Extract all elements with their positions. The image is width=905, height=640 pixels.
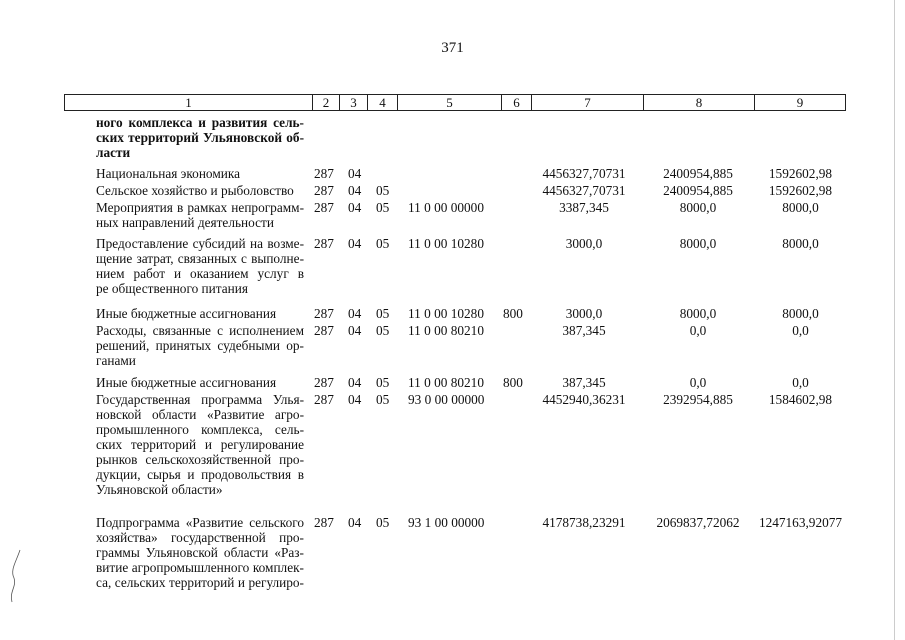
row-name [96, 323, 304, 368]
row-name [96, 183, 304, 198]
cell-c3: 04 [348, 392, 362, 407]
cell-c2: 287 [314, 375, 334, 390]
handwritten-mark [6, 548, 26, 604]
table-header [64, 94, 846, 111]
cell-c4: 05 [376, 200, 390, 215]
cell-c7: 387,345 [562, 323, 606, 338]
cell-c9: 1592602,98 [768, 183, 833, 198]
row-name-line: Национальная экономика [96, 166, 241, 181]
header-col-3: 3 [340, 95, 368, 110]
cell-c9: 1247163,92077 [758, 515, 843, 530]
row-name [96, 166, 304, 181]
cell-c3: 04 [348, 183, 362, 198]
row-name-line: промышленного комплекса, сель- [96, 422, 304, 437]
row-name-line: са, сельских территорий и регулиро- [96, 575, 304, 590]
row-name-line: Подпрограмма «Развитие сельского [96, 515, 304, 530]
cell-c3: 04 [348, 306, 362, 321]
row-name [96, 236, 304, 296]
row-name-line: ного комплекса и развития сель- [96, 115, 304, 130]
row-name-line: ганами [96, 353, 136, 368]
cell-c8: 0,0 [689, 323, 707, 338]
cell-c8: 2069837,72062 [656, 515, 740, 530]
row-name-line: Иные бюджетные ассигнования [96, 375, 277, 390]
cell-c5: 11 0 00 80210 [408, 375, 484, 390]
cell-c2: 287 [314, 200, 334, 215]
cell-c3: 04 [348, 323, 362, 338]
cell-c8: 2392954,885 [663, 392, 733, 407]
cell-c7: 3000,0 [565, 236, 603, 251]
row-name-line: дукции, сырья и продовольствия в [96, 467, 304, 482]
row-name [96, 115, 304, 160]
cell-c3: 04 [348, 515, 362, 530]
row-name-line: решений, принятых судебными ор- [96, 338, 304, 353]
header-col-9: 9 [796, 95, 804, 110]
cell-c9: 1584602,98 [768, 392, 833, 407]
cell-c4: 05 [376, 392, 390, 407]
cell-c2: 287 [314, 166, 334, 181]
cell-c8: 8000,0 [679, 200, 717, 215]
cell-c9: 8000,0 [782, 306, 819, 321]
cell-c5: 93 0 00 00000 [408, 392, 485, 407]
page-number: 371 [441, 40, 464, 56]
row-name [96, 515, 304, 590]
cell-c9: 0,0 [792, 375, 809, 390]
cell-c9: 8000,0 [782, 200, 819, 215]
header-col-1: 1 [65, 95, 313, 110]
row-name [96, 375, 304, 390]
row-name-line: граммы Ульяновской области «Раз- [96, 545, 304, 560]
row-name-line: Расходы, связанные с исполнением [96, 323, 304, 338]
row-name-line: ских территорий и регулирование [96, 437, 304, 452]
header-col-2: 2 [313, 95, 340, 110]
cell-c2: 287 [314, 515, 334, 530]
cell-c7: 3387,345 [559, 200, 609, 215]
cell-c9: 8000,0 [782, 236, 819, 251]
cell-c7: 4178738,23291 [542, 515, 626, 530]
row-name-line: хозяйства» государственной про- [96, 530, 304, 545]
cell-c3: 04 [348, 236, 362, 251]
cell-c5: 11 0 00 80210 [408, 323, 484, 338]
cell-c9: 1592602,98 [768, 166, 833, 181]
cell-c3: 04 [348, 375, 362, 390]
cell-c4: 05 [376, 515, 390, 530]
cell-c8: 0,0 [689, 375, 707, 390]
cell-c5: 11 0 00 10280 [408, 236, 484, 251]
cell-c5: 11 0 00 10280 [408, 306, 484, 321]
cell-c7: 4452940,36231 [542, 392, 626, 407]
row-name-line: нием работ и оказанием услуг в [96, 266, 304, 281]
cell-c8: 8000,0 [679, 236, 717, 251]
cell-c4: 05 [376, 375, 390, 390]
cell-c7: 3000,0 [565, 306, 603, 321]
row-name-line: Сельское хозяйство и рыболовство [96, 183, 294, 198]
row-name-line: Мероприятия в рамках непрограмм- [96, 200, 304, 215]
cell-c3: 04 [348, 166, 362, 181]
row-name-line: ласти [96, 145, 131, 160]
cell-c2: 287 [314, 183, 334, 198]
cell-c2: 287 [314, 323, 334, 338]
row-name-line: Предоставление субсидий на возме- [96, 236, 304, 251]
page-edge-line [894, 0, 895, 640]
header-col-4: 4 [368, 95, 398, 110]
row-name-line: ре общественного питания [96, 281, 249, 296]
row-name-line: Иные бюджетные ассигнования [96, 306, 277, 321]
cell-c4: 05 [376, 323, 390, 338]
header-col-7: 7 [532, 95, 644, 110]
header-col-8: 8 [644, 95, 755, 110]
row-name-line: ских территорий Ульяновской об- [96, 130, 304, 145]
row-name-line: щение затрат, связанных с выполне- [96, 251, 304, 266]
cell-c2: 287 [314, 392, 334, 407]
cell-c7: 4456327,70731 [542, 166, 626, 181]
row-name-line: Государственная программа Улья- [96, 392, 304, 407]
row-name [96, 306, 304, 321]
row-name-line: новской области «Развитие агро- [96, 407, 304, 422]
cell-c2: 287 [314, 236, 334, 251]
cell-c4: 05 [376, 306, 390, 321]
cell-c5: 93 1 00 00000 [408, 515, 485, 530]
cell-c3: 04 [348, 200, 362, 215]
cell-c8: 2400954,885 [663, 166, 733, 181]
cell-c8: 2400954,885 [663, 183, 733, 198]
row-name-line: Ульяновской области» [96, 482, 223, 497]
cell-c7: 387,345 [562, 375, 606, 390]
row-name-line: витие агропромышленного комплек- [96, 560, 304, 575]
cell-c7: 4456327,70731 [542, 183, 626, 198]
cell-c6: 800 [503, 306, 523, 321]
row-name-line: ных направлений деятельности [96, 215, 274, 230]
cell-c4: 05 [376, 236, 390, 251]
cell-c4: 05 [376, 183, 390, 198]
cell-c6: 800 [503, 375, 523, 390]
header-col-6: 6 [502, 95, 532, 110]
header-col-5: 5 [398, 95, 502, 110]
cell-c8: 8000,0 [679, 306, 717, 321]
cell-c9: 0,0 [792, 323, 809, 338]
row-name [96, 392, 304, 497]
cell-c5: 11 0 00 00000 [408, 200, 484, 215]
cell-c2: 287 [314, 306, 334, 321]
row-name [96, 200, 304, 230]
row-name-line: рынков сельскохозяйственной про- [96, 452, 304, 467]
